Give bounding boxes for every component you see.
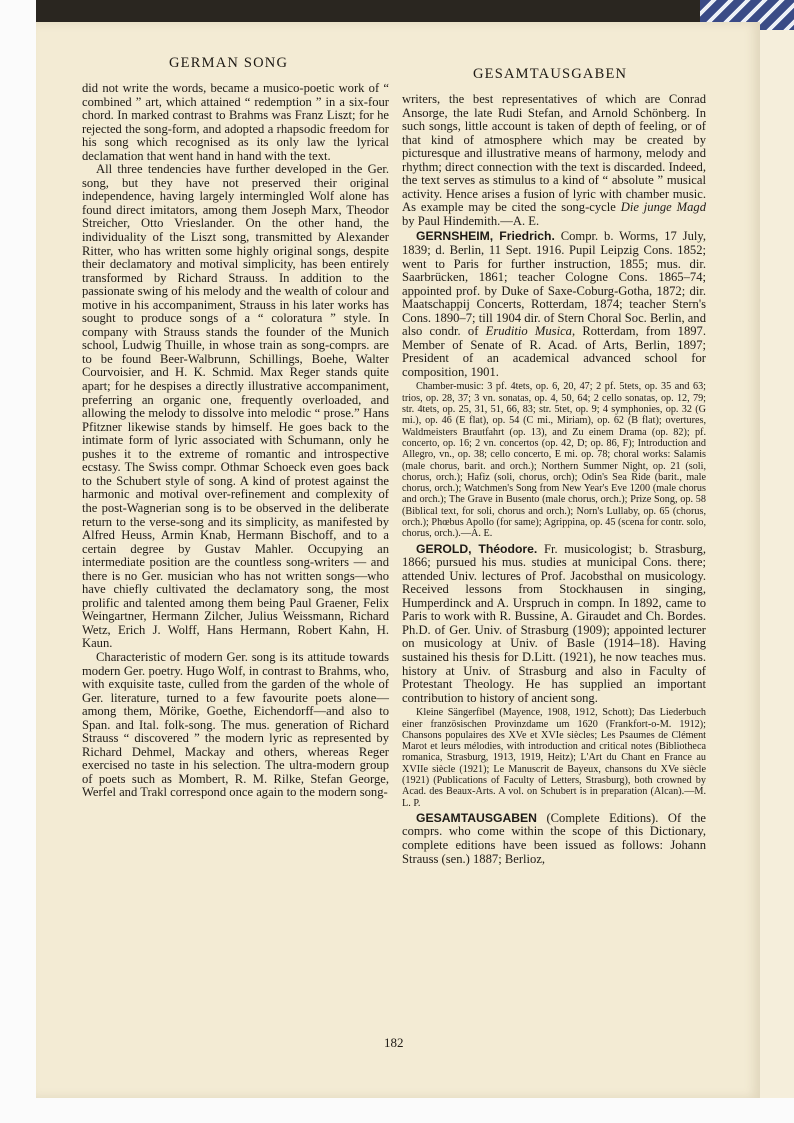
song-cycle-title: Die junge Magd (620, 200, 707, 215)
society-title: Eruditio Musica (485, 324, 572, 339)
book-page (36, 22, 760, 1098)
left-paragraph-1: did not write the words, became a musico-poetic work of “ combined ” art, which attained “ redemption ” in a six-four chord. In marked contrast to Brahms was Franz Liszt; for he rejected the song-form, and adopted a rhapsodic freedom for his song which recognised as its only law the lyrical declamation that went hand in hand with the text. (82, 81, 389, 163)
entry-headword: GERNSHEIM, Friedrich. (416, 229, 555, 244)
entry-text: , Rotterdam, from 1897. Member of Senate of R. Acad. of Arts, Berlin, 1897; President of an academical advanced school for composition, 1901. (402, 324, 706, 379)
entry-headword: GESAMTAUSGABEN (416, 810, 537, 825)
gerold-works-list: Kleine Sängerfibel (Mayence, 1908, 1912, Schott); Das Liederbuch einer französischen Provinzdame um 1620 (Frankfort-o-M. 1912); Chansons populaires des XVe et XVIe siècles; Les Psaumes de Clément Marot et leurs mélodies, with introduction and critical notes (Bibliotheca romanica, Strasburg, 1913, 1919, Heitz); L'Art du Chant en France au XVIIe siècle (1921); Le Manuscrit de Bayeux, chansons du XVe siècle (1921) (Publications of Faculty of Letters, Strasburg), both crowned by Acad. des Beaux-Arts. A vol. on Schubert is in preparation (Alcan).—M. L. P. (402, 707, 706, 809)
entry-gernsheim (402, 230, 706, 379)
entry-gesamtausgaben (402, 812, 706, 866)
entry-text: (Complete Editions). Of the comprs. who come within the scope of this Dictionary, complete editions have been issued as follows: Johann Strauss (sen.) 1887; Berlioz, (402, 810, 706, 866)
left-column (82, 82, 389, 800)
left-paragraph-3: Characteristic of modern Ger. song is its attitude towards modern Ger. poetry. Hugo Wolf, in contrast to Brahms, who, with exquisite taste, culled from the garden of the whole of Ger. literature, turned to a few favourite poets alone—among them, Mörike, Goethe, Eichendorff—and also to Span. and Ital. folk-song. The mus. generation of Richard Strauss “ discovered ” the modern lyric as represented by Richard Dehmel, Mackay and others, whereas Reger exercised no taste in his selection. The ultra-modern group of poets such as Mombert, R. M. Rilke, Stefan George, Werfel and Trakl correspond once again to the modern song- (82, 649, 389, 800)
entry-gerold (402, 543, 706, 706)
scan-border-bottom (0, 1098, 794, 1123)
left-paragraph-2: All three tendencies have further developed in the Ger. song, but they have not preserved their original independence, having largely intermingled Wolf alone has found direct imitators, among them Joseph Marx, Theodor Streicher, Otto Vrieslander. On the other hand, the individuality of the Liszt song, transmitted by Alexander Ritter, who has written some highly original songs, despite their declamatory and motival simplicity, has been entirely transformed by Richard Strauss. In addition to the passionate swing of his melody and the wealth of colour and motive in his accompaniment, Strauss in his later works has sought to produce songs of a “ coloratura ” style. In company with Strauss stands the founder of the Munich school, Ludwig Thuille, in whose train as song-comprs. are to be found Beer-Walbrunn, Schillings, Boehe, Walter Courvoisier, and H. K. Schmid. Max Reger stands quite apart; for he despises a directly illustrative accompaniment, preferring an organic one, frequently overloaded, and allowing the melody to dissolve into melodic “ prose.” Hans Pfitzner likewise stands by himself. He goes back to the intimate form of lyric associated with Schumann, only he pushes it to the extreme of romantic and introspective ecstasy. The Swiss compr. Othmar Schoeck even goes back to the Schubert style of song. A kind of protest against the harmonic and motival over-refinement and complexity of the post-Wagnerian song is to be observed in the deliberate return to the verse-song and its simplicity, as manifested by Alfred Heuss, Armin Knab, Hermann Bischoff, and to a certain degree by Gustav Mahler. Occupying an intermediate position are the countless song-writers — and there is no Ger. musician who has not written songs—who have chiefly cultivated the declamatory song, the most prolific and talented among them being Paul Graener, Felix Weingartner, Hermann Zilcher, Julius Weissmann, Richard Wetz, Erich J. Wolff, Hans Hermann, Robert Kahn, H. Kaun. (82, 162, 389, 651)
gernsheim-works-list: Chamber-music: 3 pf. 4tets, op. 6, 20, 47; 2 pf. 5tets, op. 35 and 63; trios, op. 28, 37; 3 vn. sonatas, op. 4, 50, 64; 2 cello sonatas, op. 12, 79; str. 4tets, op. 25, 31, 51, 66, 83; str. 5tet, op. 9; 4 symphonies, op. 32 (G mi.), op. 46 (E flat), op. 54 (C mi., Miriam), op. 62 (B flat); overtures, Waldmeisters Brautfahrt (op. 13), and Zu einem Drama (op. 82); pf. concerto, op. 16; 2 vn. concertos (op. 42, D; op. 86, F); Introduction and Allegro, vn., op. 38; cello concerto, E mi. op. 78; choral works: Salamis (male chorus, barit. and orch.); Northern Summer Night, op. 21 (soli, chorus, orch.); Hafiz (soli, chorus, orch); Odin's Sea Ride (barit., male chorus, orch.); Watchmen's Song from New Year's Eve 1200 (male chorus and orch.); The Grave in Busento (male chorus, orch.); Prize Song, op. 58 (Biblical text, for soli, chorus and orch.); Norn's Lullaby, op. 65 (chorus, orch.); Phœbus Apollo (for same); Agrippina, op. 45 (scena for contr. solo, chorus, orch.).—A. E. (402, 381, 706, 540)
text-run: by Paul Hindemith.—A. E. (402, 213, 540, 228)
scan-border-left (0, 0, 36, 1123)
entry-text: Fr. musicologist; b. Strasburg, 1866; pursued his mus. studies at municipal Cons. there; attended Univ. lectures of Prof. Jacobsthal on musicology. Received lessons from Stockhausen in singing, Humperdinck and A. Urspruch in compn. In 1892, came to Paris to work with R. Bussine, A. Giraudet and Ch. Bordes. Ph.D. of Ger. Univ. of Strasburg (1909); appointed lecturer on musicology at Univ. of Basle (1914–18). Having sustained his thesis for D.Litt. (1921), he now teaches mus. history at Univ. of Strasburg and also in Faculty of Protestant Theology. He has supplied an important contribution to history of ancient song. (402, 541, 706, 705)
page-number: 182 (384, 1035, 404, 1050)
running-head-left: GERMAN SONG (169, 55, 289, 71)
right-column (402, 93, 706, 866)
right-paragraph-1 (402, 93, 706, 228)
text-run: writers, the best representatives of which are Conrad Ansorge, the late Rudi Stefan, and Arnold Schönberg. In such songs, little account is taken of depth of feeling, or of that kind of atmosphere which may be created by picturesque and illustrative means of harmony, melody and rhythm; direct connection with the text is discarded. Indeed, the text serves as stimulus to a kind of “ absolute ” musical activity. Hence arises a fusion of lyric with chamber music. As example may be cited the song-cycle (402, 92, 706, 215)
running-head-right: GESAMTAUSGABEN (473, 66, 628, 82)
entry-text: Compr. b. Worms, 17 July, 1839; d. Berlin, 11 Sept. 1916. Pupil Leipzig Cons. 1852; went to Paris for further instruction, 1855; mus. dir. Saarbrücken, 1861; teacher Cologne Cons. 1865–74; appointed prof. by Duke of Saxe-Coburg-Gotha, 1872; dir. Maatschappij Concerts, Rotterdam, 1874; teacher Stern's Cons. 1890–7; till 1904 dir. of Stern Choral Soc. Berlin, and also condr. of (402, 229, 706, 339)
scan-border-top (0, 0, 794, 22)
entry-headword: GEROLD, Théodore. (416, 541, 538, 556)
